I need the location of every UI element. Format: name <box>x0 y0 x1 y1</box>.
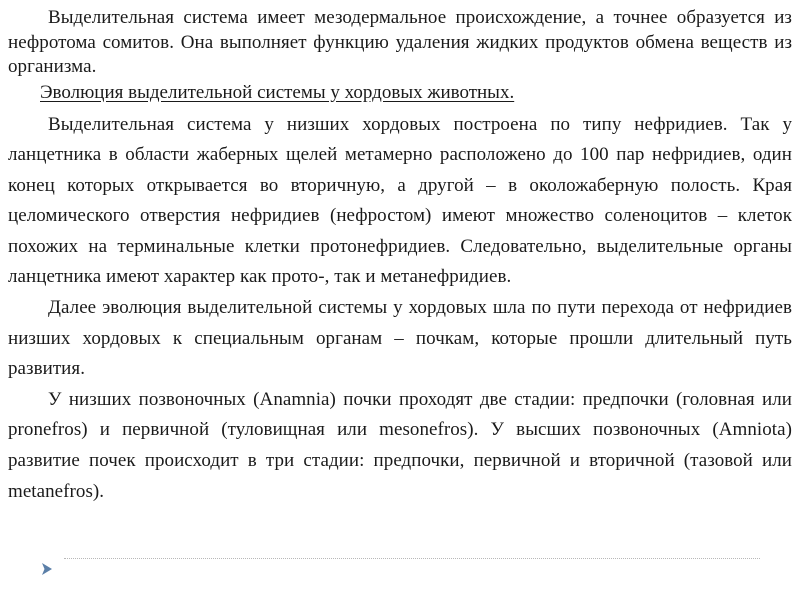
footer-divider <box>64 558 760 559</box>
paragraph-lancelet: Выделительная система у низших хордовых построена по типу нефридиев. Так у ланцетника в области жаберных щелей метамерно расположено до 100 пар нефридиев, один конец которых открывается во вторичную, а другой – в околожаберную полость. Края целомического отверстия нефридиев (нефростом) имеют множество соленоцитов – клеток похожих на терминальные клетки протонефридиев. Следовательно, выделительные органы ланцетника имеют характер как прото-, так и метанефридиев. <box>8 113 792 288</box>
slide-text-content <box>8 6 792 507</box>
section-heading: Эволюция выделительной системы у хордовых животных. <box>40 81 515 103</box>
slide-footer <box>40 556 760 580</box>
paragraph-evolution: Далее эволюция выделительной системы у хордовых шла по пути перехода от нефридиев низших хордовых к специальным органам – почкам, которые прошли длительный путь развития. <box>8 297 792 380</box>
paragraph-kidney-stages: У низших позвоночных (Anamnia) почки проходят две стадии: предпочки (головная или pronefros) и первичной (туловищная или mesonefros). У высших позвоночных (Amniota) развитие почек происходит в три стадии: предпочки, первичной и вторичной (тазовой или metanefros). <box>8 388 792 502</box>
paragraph-intro: Выделительная система имеет мезодермальное происхождение, а точнее образуется из нефротома сомитов. Она выполняет функцию удаления жидких продуктов обмена веществ из организма. <box>8 7 792 77</box>
triangle-arrow-icon <box>40 562 54 576</box>
